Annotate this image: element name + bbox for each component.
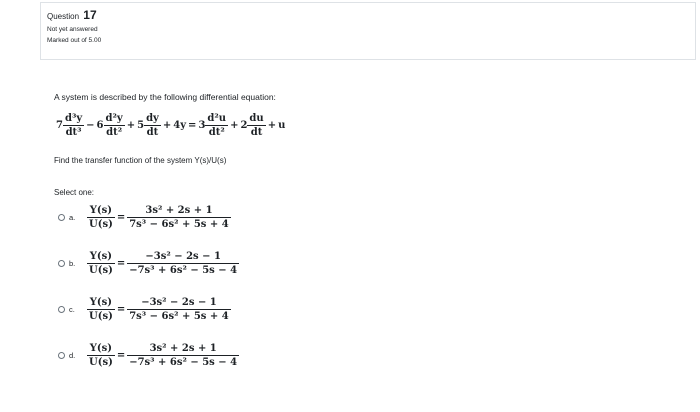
eq-equals: = [188,120,197,131]
eq-term-6 [247,112,265,139]
option-letter: c. [69,305,75,314]
option-equals: = [116,350,126,361]
rhs-num: 3s² + 2s + 1 [145,205,213,216]
eq-op-3: + [162,120,172,131]
option-lhs [87,204,115,231]
eq-term-2-num: d²y [105,113,123,124]
option-rhs [127,250,239,277]
option-lhs [87,342,115,369]
rhs-num: 3s² + 2s + 1 [149,343,217,354]
radio-b[interactable] [58,260,65,267]
eq-coef-1: 7 [56,120,63,131]
lhs-num: Y(s) [89,297,113,308]
answer-option-d[interactable] [58,342,239,369]
rhs-den: 7s³ − 6s² + 5s + 4 [129,219,229,230]
eq-term-2-den: dt² [106,127,123,138]
lhs-num: Y(s) [89,251,113,262]
differential-equation [56,112,285,139]
lhs-den: U(s) [89,357,113,368]
rhs-num: −3s² − 2s − 1 [145,251,221,262]
eq-term-3-den: dt [146,127,159,138]
eq-op-1: − [86,120,95,131]
radio-a[interactable] [58,214,65,221]
question-content [40,78,696,408]
eq-term-2 [104,112,125,139]
option-equals: = [116,212,126,223]
option-letter: d. [69,351,76,360]
lhs-num: Y(s) [89,205,113,216]
question-status: Not yet answered [47,26,98,33]
rhs-den: −7s³ + 6s² − 5s − 4 [129,265,238,276]
eq-term-5-num: d²u [207,113,227,124]
rhs-den: 7s³ − 6s² + 5s + 4 [129,311,229,322]
option-rhs [127,296,231,323]
eq-coef-5: 2 [240,120,248,131]
rhs-num: −3s² − 2s − 1 [141,297,217,308]
lhs-den: U(s) [89,265,113,276]
answer-option-a[interactable] [58,204,231,231]
radio-d[interactable] [58,352,65,359]
option-letter: a. [69,213,76,222]
eq-op-4: + [230,120,239,131]
option-lhs [87,296,115,323]
question-intro: A system is described by the following differential equation: [54,92,276,102]
rhs-den: −7s³ + 6s² − 5s − 4 [129,357,238,368]
lhs-den: U(s) [89,219,113,230]
option-equals: = [116,304,126,315]
eq-term-3-num: dy [146,113,159,124]
option-equals: = [116,258,126,269]
lhs-den: U(s) [89,311,113,322]
eq-term-1 [63,112,84,139]
option-rhs [127,204,231,231]
eq-term-1-num: d³y [64,113,83,124]
lhs-num: Y(s) [89,343,113,354]
eq-term-7: u [278,120,286,131]
question-prompt: Find the transfer function of the system Y(s)/U(s) [54,156,227,165]
answer-option-b[interactable] [58,250,239,277]
eq-coef-2: 6 [96,120,104,131]
eq-term-5 [205,112,228,139]
option-lhs [87,250,115,277]
question-label: Question [47,12,80,21]
eq-term-5-den: dt² [208,127,225,138]
option-rhs [127,342,239,369]
eq-op-2: + [126,120,136,131]
select-one-label: Select one: [54,188,95,197]
eq-term-6-num: du [249,113,264,124]
eq-term-3 [144,112,161,139]
option-letter: b. [69,259,76,268]
question-heading [47,8,689,24]
eq-coef-3: 5 [137,120,145,131]
question-marks: Marked out of 5.00 [47,37,102,44]
eq-coef-4: 3 [198,120,206,131]
eq-term-4: 4y [173,120,187,131]
eq-term-6-den: dt [250,127,263,138]
question-number: 17 [83,8,97,22]
eq-op-5: + [267,120,277,131]
answer-option-c[interactable] [58,296,231,323]
radio-c[interactable] [58,306,65,313]
question-info-box [40,2,696,60]
eq-term-1-den: dt³ [65,127,82,138]
